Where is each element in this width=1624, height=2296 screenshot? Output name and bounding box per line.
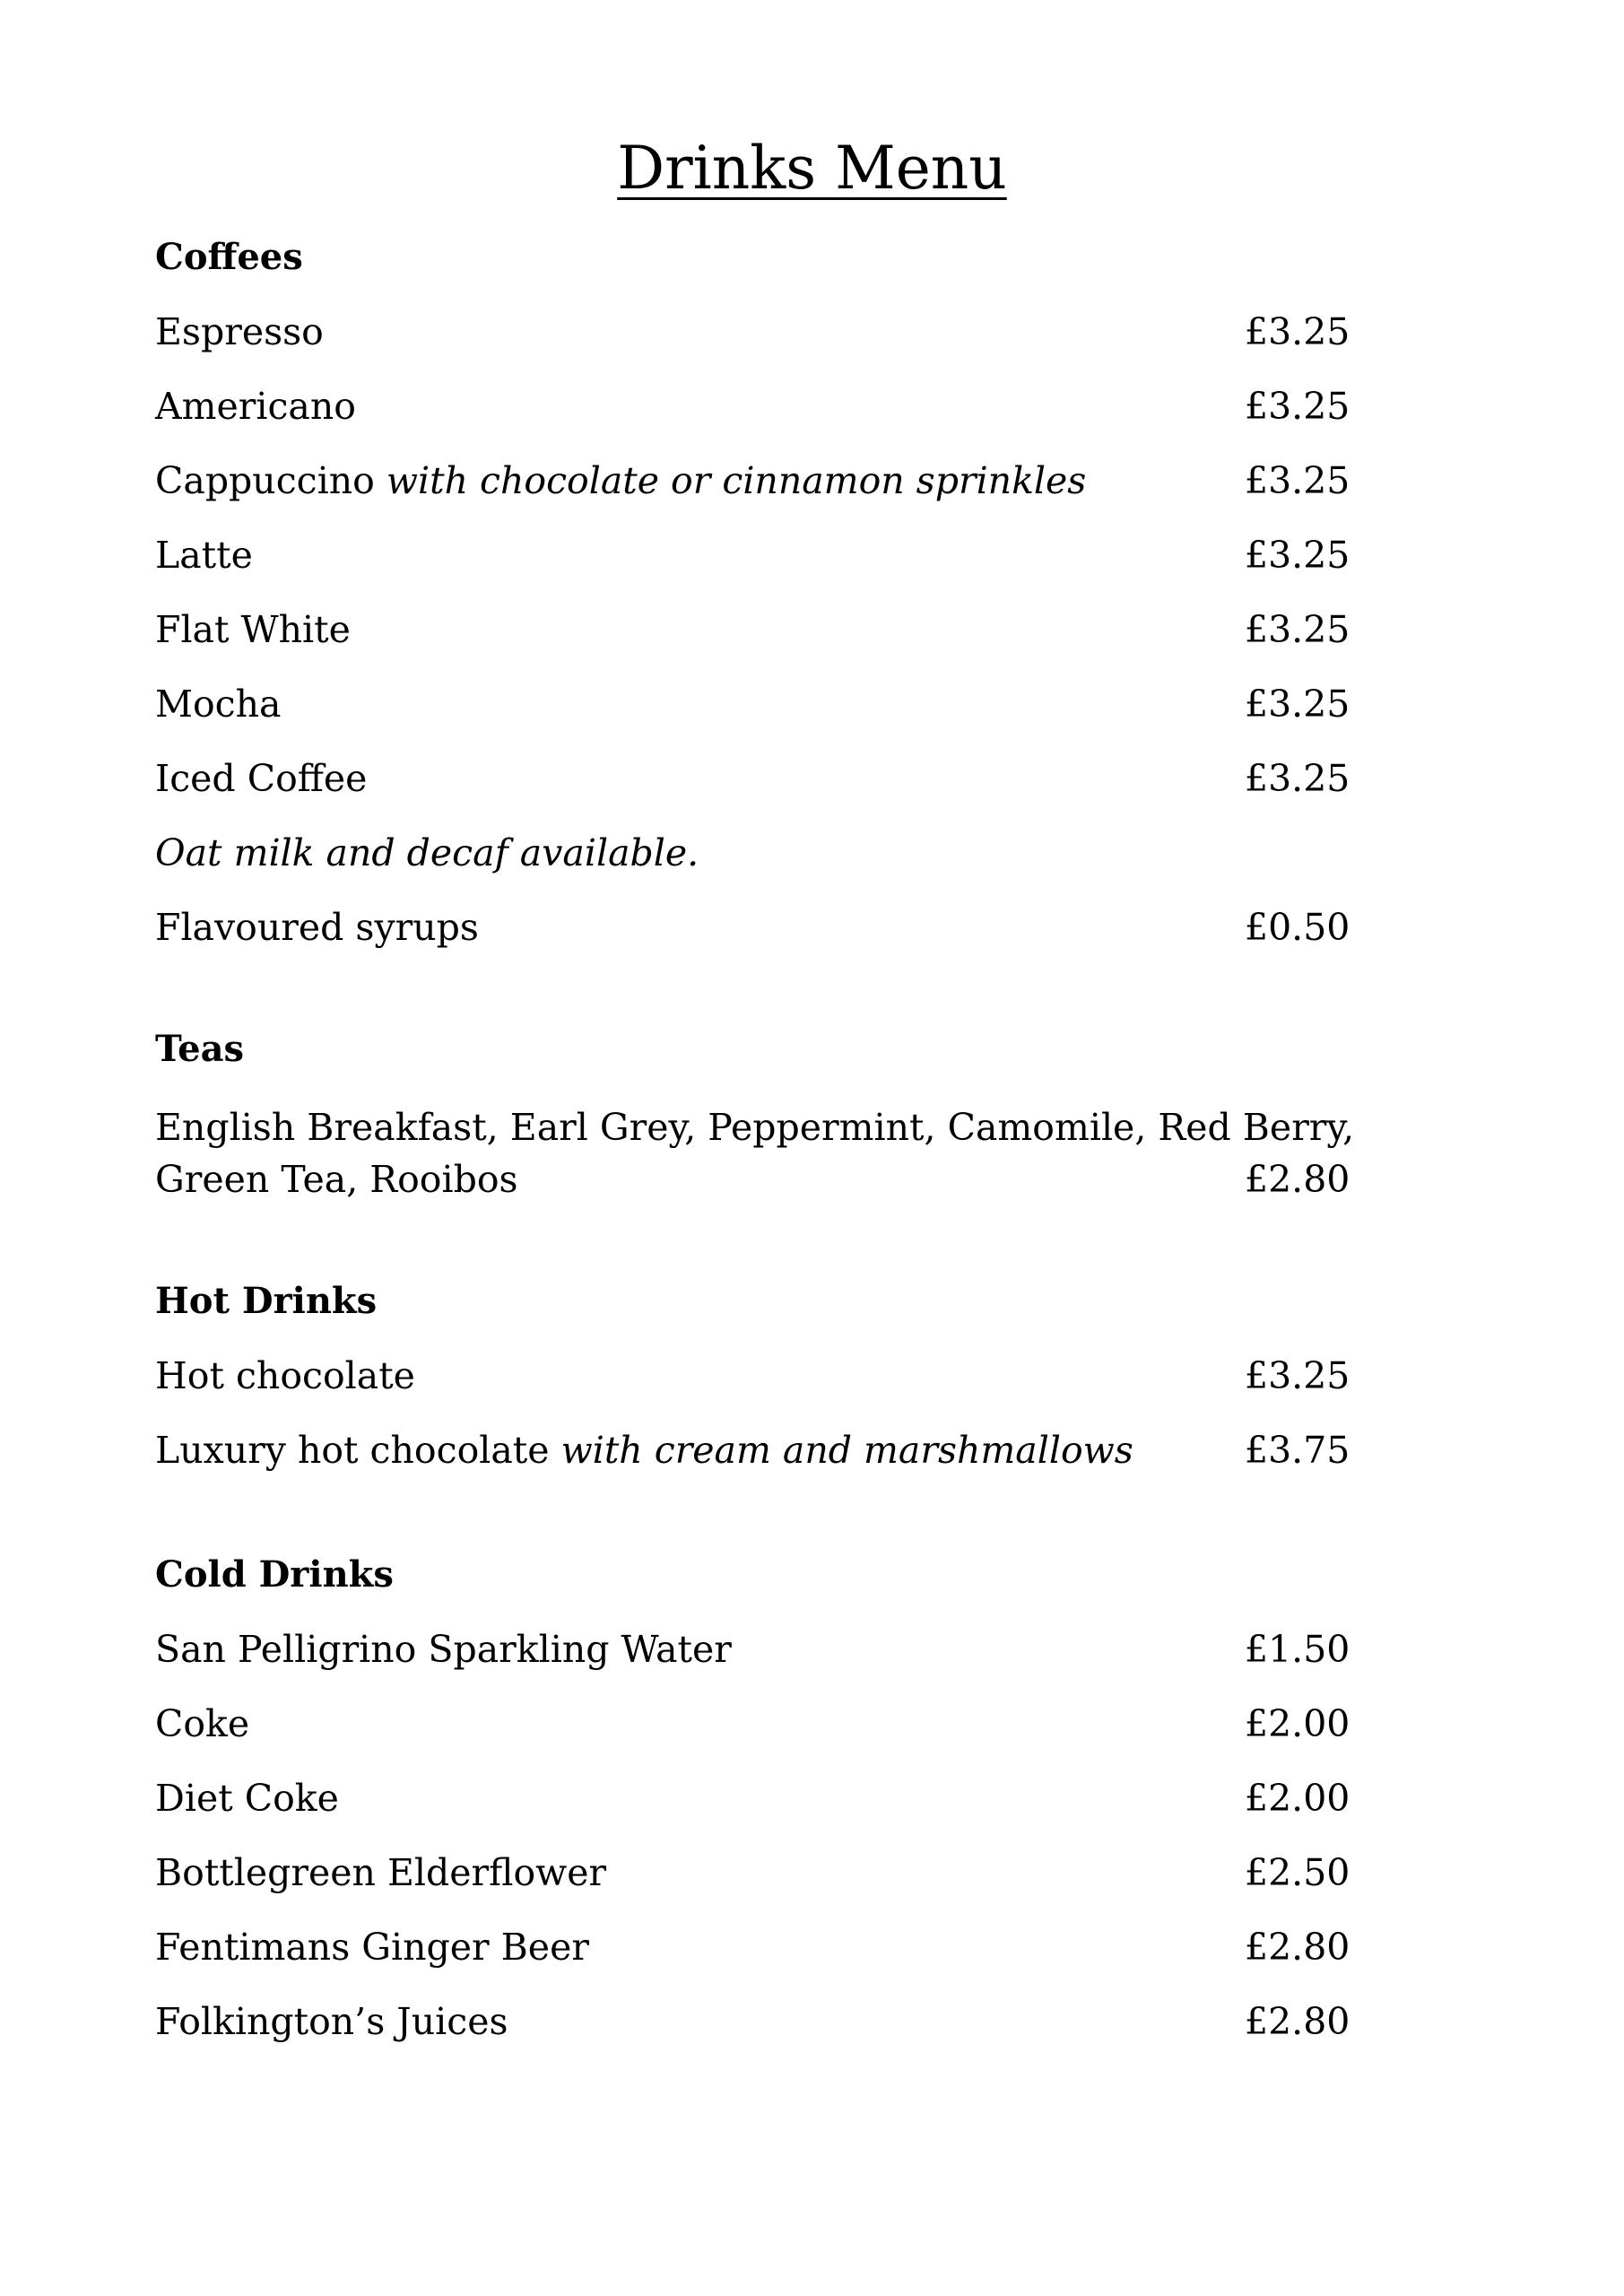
item-price: £2.50 xyxy=(1245,1851,1350,1894)
menu-item xyxy=(155,1999,1411,2074)
item-name: Bottlegreen Elderflower xyxy=(155,1851,607,1894)
page-title-text: Drinks Menu xyxy=(617,134,1007,203)
menu-item xyxy=(155,607,1411,682)
teas-section xyxy=(155,1027,1411,1200)
availability-note: Oat milk and decaf available. xyxy=(155,831,699,874)
availability-note-row xyxy=(155,831,1411,905)
item-name: Luxury hot chocolate with cream and marshmallows xyxy=(155,1429,1133,1472)
item-name: Coke xyxy=(155,1702,250,1745)
item-name: Flavoured syrups xyxy=(155,906,479,949)
item-note: with chocolate or cinnamon sprinkles xyxy=(386,459,1087,502)
item-price: £2.00 xyxy=(1245,1702,1350,1745)
item-price: £2.80 xyxy=(1245,1926,1350,1969)
item-price: £3.25 xyxy=(1245,683,1350,726)
menu-item xyxy=(155,1701,1411,1776)
hot-drinks-section xyxy=(155,1279,1411,1502)
page-title xyxy=(0,133,1624,204)
menu-item xyxy=(155,1353,1411,1428)
item-price: £3.25 xyxy=(1245,459,1350,502)
menu-item xyxy=(155,458,1411,533)
item-price: £1.50 xyxy=(1245,1628,1350,1671)
tea-list xyxy=(155,1101,1411,1200)
item-note: with cream and marshmallows xyxy=(560,1429,1133,1472)
menu-item xyxy=(155,1627,1411,1701)
menu-item xyxy=(155,756,1411,831)
item-name: Iced Coffee xyxy=(155,757,368,800)
teas-heading: Teas xyxy=(155,1028,245,1070)
menu-item xyxy=(155,905,1411,979)
menu-item xyxy=(155,1428,1411,1502)
item-price: £2.00 xyxy=(1245,1777,1350,1820)
menu-item xyxy=(155,1850,1411,1925)
coffees-section xyxy=(155,235,1411,979)
item-name: Folkington’s Juices xyxy=(155,2000,508,2043)
item-name: Flat White xyxy=(155,608,351,651)
item-name: San Pelligrino Sparkling Water xyxy=(155,1628,732,1671)
menu-item xyxy=(155,533,1411,607)
item-name: Hot chocolate xyxy=(155,1354,415,1397)
menu-item xyxy=(155,309,1411,384)
item-price: £3.25 xyxy=(1245,310,1350,353)
item-price: £3.25 xyxy=(1245,385,1350,428)
menu-item xyxy=(155,1776,1411,1850)
item-name: Diet Coke xyxy=(155,1777,339,1820)
menu-item xyxy=(155,384,1411,458)
item-name: Americano xyxy=(155,385,356,428)
tea-list-line2: Green Tea, Rooibos xyxy=(155,1158,518,1201)
item-price: £2.80 xyxy=(1245,1158,1350,1201)
item-price: £3.25 xyxy=(1245,757,1350,800)
item-name: Cappuccino with chocolate or cinnamon sprinkles xyxy=(155,459,1087,502)
item-price: £0.50 xyxy=(1245,906,1350,949)
item-name: Latte xyxy=(155,534,253,577)
item-price: £3.25 xyxy=(1245,534,1350,577)
item-name: Fentimans Ginger Beer xyxy=(155,1926,589,1969)
tea-list-line1: English Breakfast, Earl Grey, Peppermint, Camomile, Red Berry, xyxy=(155,1106,1355,1149)
cold-drinks-heading: Cold Drinks xyxy=(155,1553,394,1596)
hot-drinks-heading: Hot Drinks xyxy=(155,1280,378,1322)
coffees-heading: Coffees xyxy=(155,236,303,278)
menu-item xyxy=(155,682,1411,756)
item-price: £3.75 xyxy=(1245,1429,1350,1472)
cold-drinks-section xyxy=(155,1552,1411,2074)
item-name: Espresso xyxy=(155,310,324,353)
item-price: £3.25 xyxy=(1245,608,1350,651)
item-price: £3.25 xyxy=(1245,1354,1350,1397)
menu-item xyxy=(155,1925,1411,1999)
item-price: £2.80 xyxy=(1245,2000,1350,2043)
item-name: Mocha xyxy=(155,683,282,726)
